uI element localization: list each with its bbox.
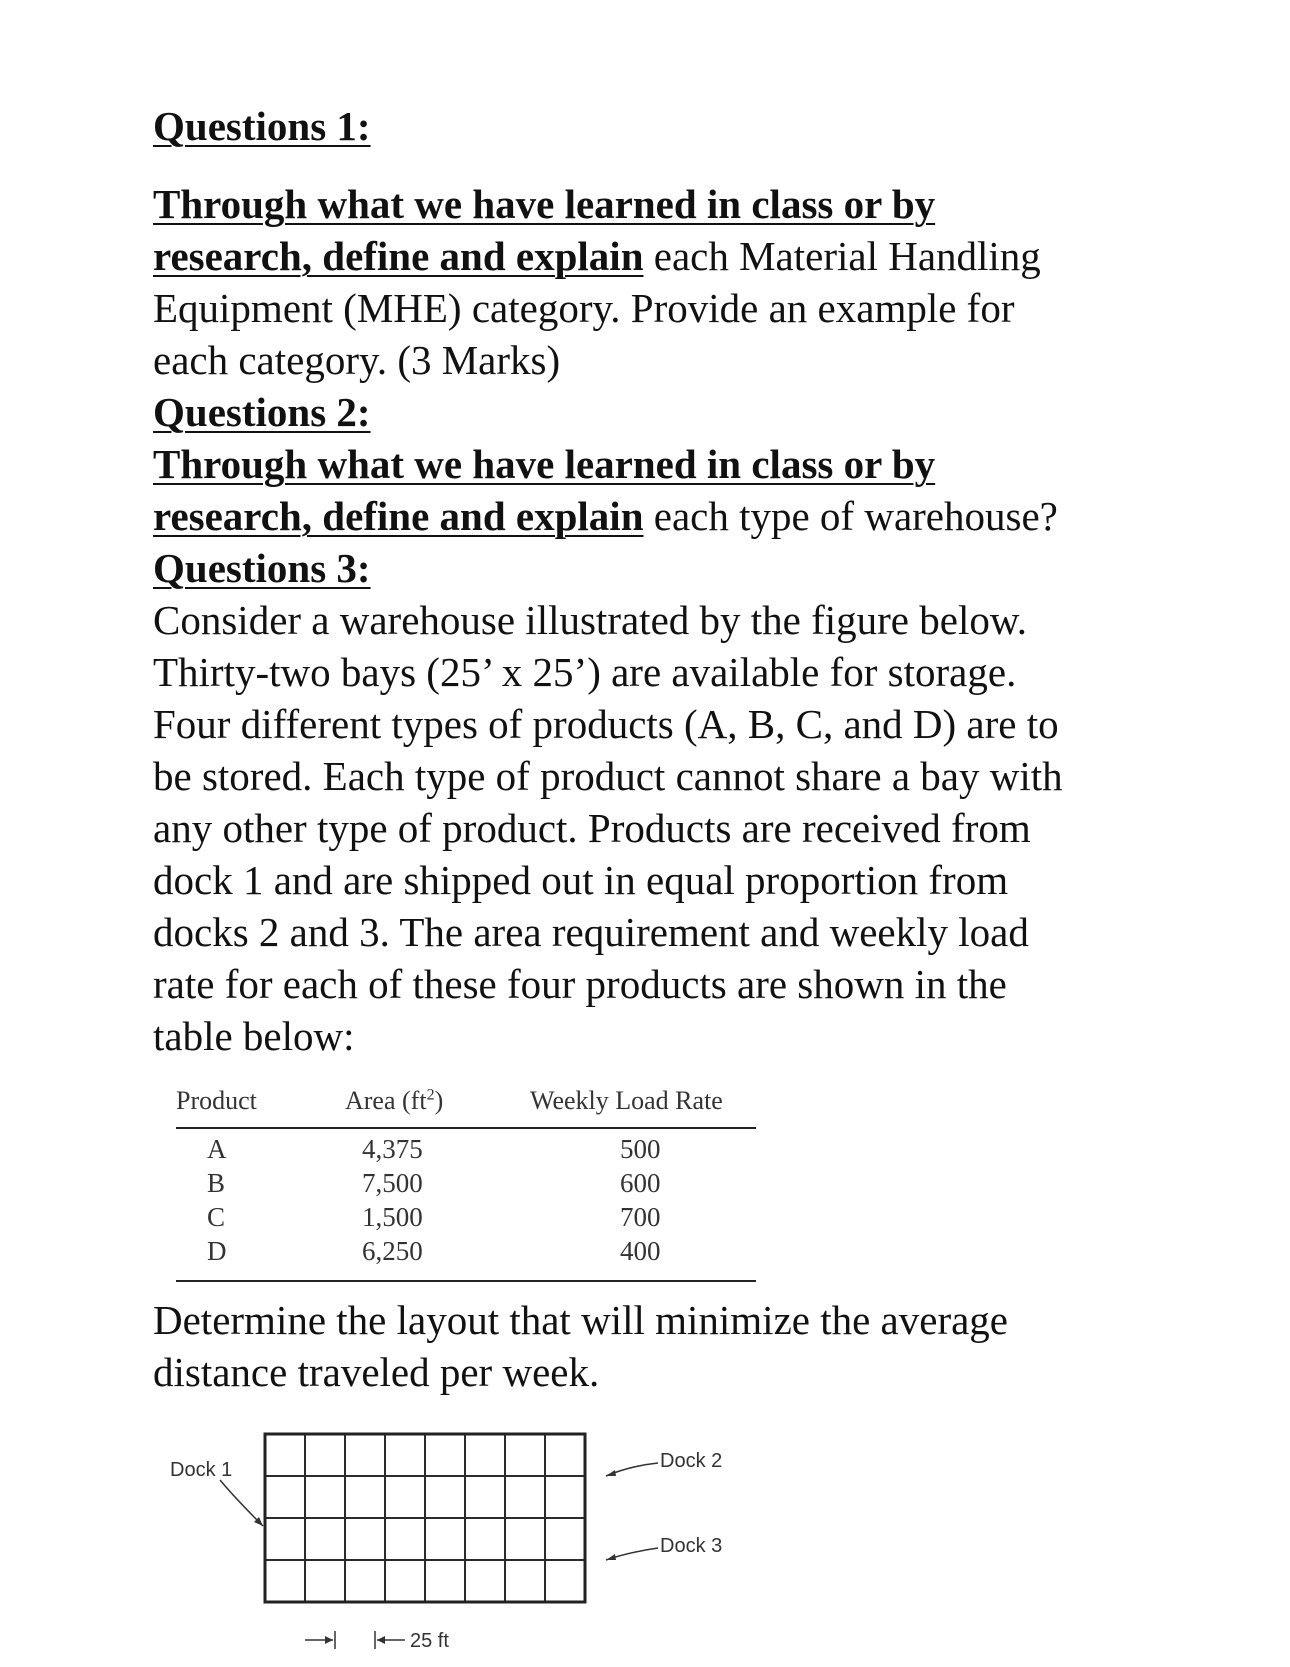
- warehouse-bay: [545, 1476, 585, 1518]
- table-cell-product: D: [207, 1236, 227, 1266]
- dock-3-label: Dock 3: [660, 1535, 723, 1557]
- warehouse-bay: [305, 1560, 345, 1602]
- table-cell-product: A: [207, 1134, 227, 1164]
- warehouse-bay: [465, 1434, 505, 1476]
- table-header-area-prefix: Area (ft: [345, 1086, 427, 1115]
- warehouse-bay: [425, 1518, 465, 1560]
- table-cell-area: 4,375: [362, 1134, 423, 1164]
- q1-emphasis-2: research, define and explain: [153, 233, 644, 279]
- warehouse-bay: [265, 1434, 305, 1476]
- q3-heading: Questions 3:: [153, 545, 371, 591]
- table-header-product: Product: [176, 1086, 257, 1115]
- warehouse-bay: [385, 1476, 425, 1518]
- warehouse-bay: [265, 1518, 305, 1560]
- warehouse-bay: [425, 1476, 465, 1518]
- q3-line: rate for each of these four products are shown in the: [153, 961, 1007, 1007]
- warehouse-bay: [465, 1560, 505, 1602]
- q3-line: Consider a warehouse illustrated by the figure below.: [153, 597, 1028, 643]
- dimension-arrowhead-right: [377, 1636, 385, 1644]
- dimension-arrowhead-left: [325, 1636, 333, 1644]
- dock-3-arrowhead: [606, 1554, 616, 1560]
- q2-text-2: each type of warehouse?: [643, 493, 1058, 539]
- warehouse-bay: [345, 1560, 385, 1602]
- table-cell-product: B: [207, 1168, 226, 1198]
- warehouse-bay: [465, 1476, 505, 1518]
- table-cell-area: 7,500: [362, 1168, 423, 1198]
- q1-line-4: each category. (3 Marks): [153, 337, 561, 383]
- q3-line: table below:: [153, 1013, 355, 1059]
- q1-heading: Questions 1:: [153, 103, 371, 149]
- table-top-rule: [176, 1127, 756, 1129]
- table-cell-load: 400: [620, 1236, 661, 1266]
- warehouse-bay: [425, 1560, 465, 1602]
- q3-line: any other type of product. Products are received from: [153, 805, 1031, 851]
- table-header-area: [345, 1086, 443, 1116]
- q2-line-1: [153, 438, 935, 490]
- dock-1-pointer: [220, 1480, 263, 1526]
- warehouse-bay: [545, 1434, 585, 1476]
- warehouse-grid: [265, 1434, 585, 1602]
- warehouse-bay: [345, 1434, 385, 1476]
- table-cell-load: 700: [620, 1202, 661, 1232]
- warehouse-bay: [305, 1476, 345, 1518]
- warehouse-bay: [425, 1434, 465, 1476]
- warehouse-bay: [305, 1518, 345, 1560]
- dock-2-arrowhead: [606, 1470, 616, 1476]
- q3-line: docks 2 and 3. The area requirement and weekly load: [153, 909, 1029, 955]
- warehouse-bay: [545, 1518, 585, 1560]
- q2-heading: Questions 2:: [153, 389, 371, 435]
- warehouse-bay: [505, 1560, 545, 1602]
- warehouse-bay: [345, 1476, 385, 1518]
- table-cell-load: 500: [620, 1134, 661, 1164]
- warehouse-bay: [265, 1476, 305, 1518]
- q1-emphasis-1: Through what we have learned in class or by: [153, 181, 936, 227]
- q1-text-2: each Material Handling: [643, 233, 1041, 279]
- q3-conclusion-line: Determine the layout that will minimize the average: [153, 1297, 1008, 1343]
- table-cell-load: 600: [620, 1168, 661, 1198]
- q3-line: Four different types of products (A, B, C, and D) are to: [153, 701, 1059, 747]
- warehouse-bay: [385, 1560, 425, 1602]
- dock-1-label: Dock 1: [170, 1459, 233, 1481]
- q1-line-3: Equipment (MHE) category. Provide an example for: [153, 285, 1015, 331]
- warehouse-bay: [265, 1560, 305, 1602]
- warehouse-bay: [345, 1518, 385, 1560]
- dock-2-label: Dock 2: [660, 1450, 723, 1472]
- q2-emphasis-1: Through what we have learned in class or by: [153, 441, 936, 487]
- warehouse-bay: [505, 1434, 545, 1476]
- q3-line: be stored. Each type of product cannot share a bay with: [153, 753, 1063, 799]
- table-header-area-sup: 2: [426, 1086, 435, 1104]
- table-cell-product: C: [207, 1202, 226, 1232]
- dimension-label: 25 ft: [410, 1630, 449, 1652]
- table-cell-area: 1,500: [362, 1202, 423, 1232]
- warehouse-bay: [505, 1518, 545, 1560]
- table-header-area-suffix: ): [434, 1086, 444, 1115]
- warehouse-bay: [545, 1560, 585, 1602]
- table-header-load: Weekly Load Rate: [530, 1086, 723, 1115]
- q1-line-2: [153, 230, 1041, 282]
- q2-emphasis-2: research, define and explain: [153, 493, 644, 539]
- warehouse-bay: [465, 1518, 505, 1560]
- q3-line: Thirty-two bays (25’ x 25’) are available for storage.: [153, 649, 1017, 695]
- table-bottom-rule: [176, 1280, 756, 1282]
- table-cell-area: 6,250: [362, 1236, 423, 1266]
- warehouse-bay: [385, 1434, 425, 1476]
- q3-conclusion-line: distance traveled per week.: [153, 1349, 600, 1395]
- warehouse-bay: [505, 1476, 545, 1518]
- q2-line-2: [153, 490, 1058, 542]
- q3-line: dock 1 and are shipped out in equal proportion from: [153, 857, 1009, 903]
- warehouse-bay: [305, 1434, 345, 1476]
- warehouse-bay: [385, 1518, 425, 1560]
- q1-line-1: [153, 178, 935, 230]
- warehouse-figure: [150, 1430, 770, 1660]
